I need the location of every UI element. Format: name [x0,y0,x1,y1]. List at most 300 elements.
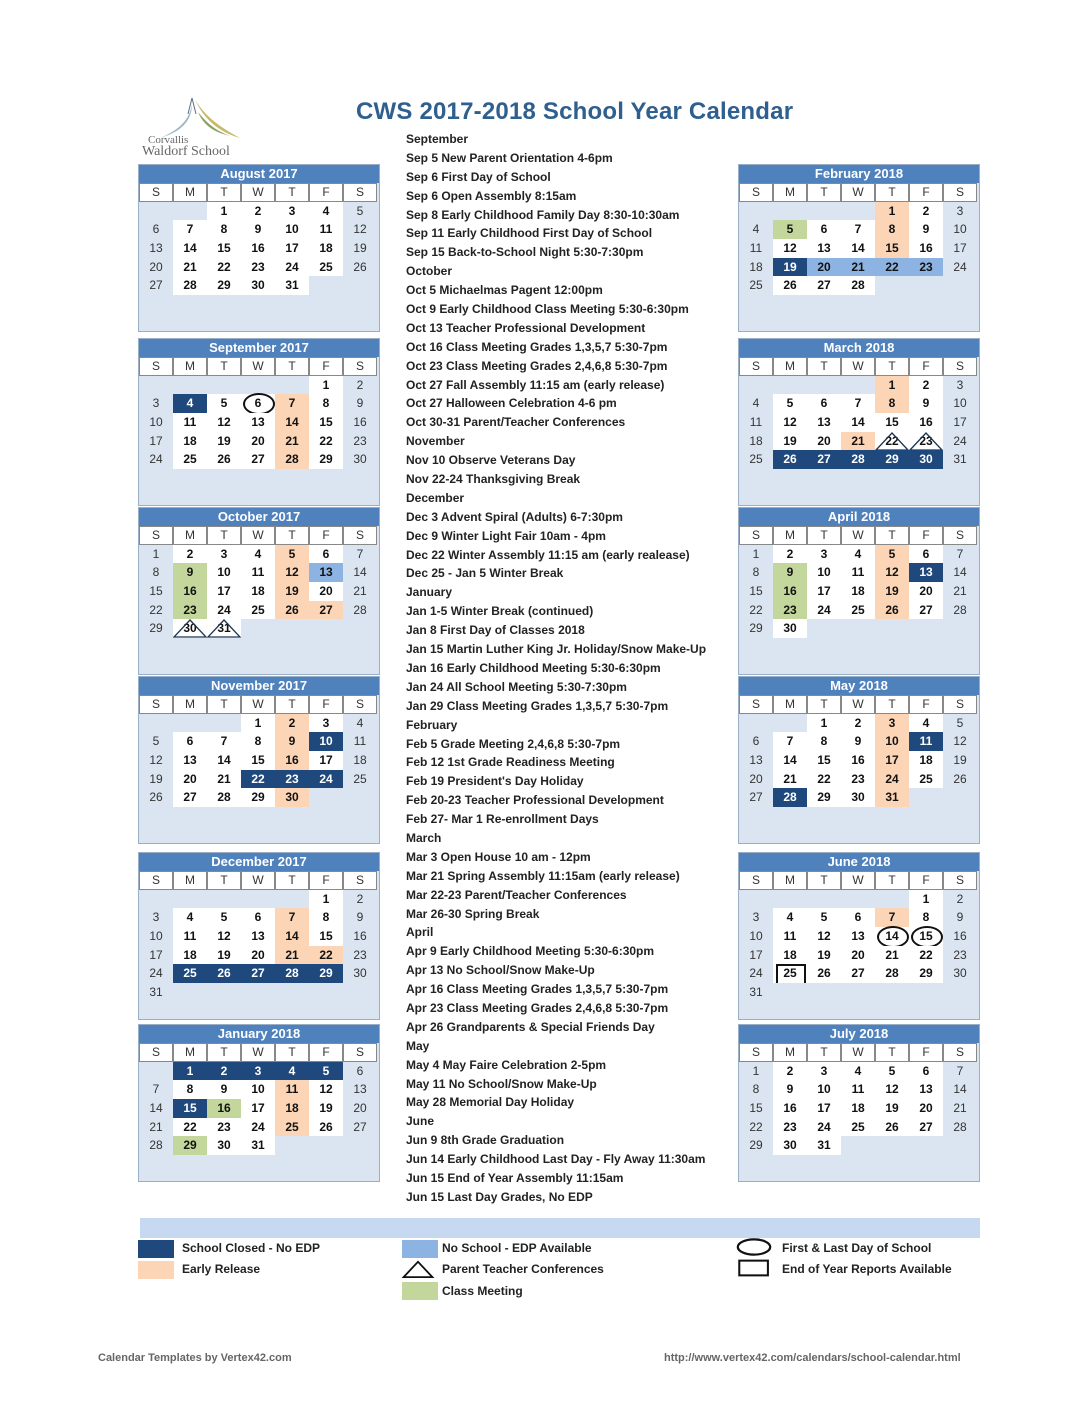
empty-cell [309,1136,343,1155]
day-cell: 3 [943,202,977,221]
weekday-header: S [739,695,773,714]
day-cell: 26 [309,1118,343,1137]
empty-cell [875,276,909,295]
weekday-header: T [875,695,909,714]
day-cell: 27 [739,788,773,807]
month-apr [738,507,980,675]
day-cell: 27 [139,276,173,295]
day-cell: 9 [909,394,943,413]
day-cell: 9 [773,1080,807,1099]
month-title: January 2018 [139,1025,379,1043]
weekday-header: T [275,871,309,890]
day-cell: 10 [739,927,773,946]
weekday-header: M [173,871,207,890]
day-cell: 30 [241,276,275,295]
day-cell: 11 [773,927,807,946]
weekday-header: T [875,357,909,376]
empty-cell [773,807,807,826]
day-cell: 6 [909,1062,943,1081]
day-cell: 4 [841,1062,875,1081]
empty-cell [241,638,275,657]
empty-cell [773,1155,807,1174]
day-cell: 17 [309,751,343,770]
day-cell: 4 [241,545,275,564]
day-cell: 28 [841,276,875,295]
day-cell: 14 [173,239,207,258]
empty-cell [207,376,241,395]
event-item: Apr 16 Class Meeting Grades 1,3,5,7 5:30-7pm [406,982,669,997]
day-cell: 5 [207,394,241,413]
day-cell: 16 [909,413,943,432]
day-cell: 6 [173,732,207,751]
weekday-header: W [841,357,875,376]
legend-label-reports: End of Year Reports Available [782,1262,952,1276]
day-cell: 3 [875,714,909,733]
day-cell: 1 [309,890,343,909]
day-cell: 14 [275,413,309,432]
weekday-header: S [739,357,773,376]
day-cell: 1 [875,202,909,221]
event-item: Apr 9 Early Childhood Meeting 5:30-6:30pm [406,944,655,959]
empty-cell [841,202,875,221]
day-cell: 22 [909,946,943,965]
day-cell: 9 [909,220,943,239]
day-cell: 11 [739,239,773,258]
day-cell: 21 [875,946,909,965]
month-grid [139,183,379,314]
day-cell: 8 [173,1080,207,1099]
day-cell: 5 [875,1062,909,1081]
empty-cell [773,983,807,1002]
day-cell: 10 [875,732,909,751]
empty-cell [309,276,343,295]
empty-cell [309,295,343,314]
empty-cell [173,295,207,314]
day-cell: 21 [173,258,207,277]
event-item: March [406,830,442,845]
day-cell: 26 [943,770,977,789]
event-item: Oct 23 Class Meeting Grades 2,4,6,8 5:30-7pm [406,358,668,373]
empty-cell [139,1155,173,1174]
day-cell: 12 [773,239,807,258]
day-cell: 3 [807,1062,841,1081]
day-cell: 30 [841,788,875,807]
day-cell: 12 [343,220,377,239]
weekday-header: F [309,695,343,714]
day-cell: 10 [275,220,309,239]
day-cell: 8 [139,563,173,582]
weekday-header: S [139,1043,173,1062]
empty-cell [139,807,173,826]
day-cell: 28 [841,450,875,469]
day-cell: 16 [343,413,377,432]
event-item: Mar 21 Spring Assembly 11:15am (early release) [406,868,680,883]
empty-cell [207,807,241,826]
weekday-header: T [275,526,309,545]
day-cell: 27 [807,276,841,295]
day-cell: 26 [875,1118,909,1137]
day-cell: 27 [909,601,943,620]
empty-cell [943,638,977,657]
day-cell: 25 [241,601,275,620]
day-cell: 14 [275,927,309,946]
day-cell: 9 [343,394,377,413]
weekday-header: F [909,1043,943,1062]
day-cell: 13 [909,563,943,582]
weekday-header: T [207,1043,241,1062]
event-item: Dec 22 Winter Assembly 11:15 am (early realease) [406,547,690,562]
day-cell: 28 [773,788,807,807]
empty-cell [275,807,309,826]
day-cell: 29 [173,1136,207,1155]
day-cell: 16 [207,1099,241,1118]
event-item: Feb 5 Grade Meeting 2,4,6,8 5:30-7pm [406,736,621,751]
day-cell: 21 [841,432,875,451]
day-cell: 13 [909,1080,943,1099]
empty-cell [807,1155,841,1174]
day-cell: 2 [275,714,309,733]
day-cell: 7 [841,394,875,413]
day-cell: 31 [139,983,173,1002]
weekday-header: T [275,695,309,714]
day-cell: 7 [841,220,875,239]
empty-cell [343,788,377,807]
empty-cell [909,807,943,826]
event-item: Jun 15 End of Year Assembly 11:15am [406,1170,624,1185]
day-cell: 2 [173,545,207,564]
month-oct [138,507,380,675]
day-cell: 16 [773,1099,807,1118]
day-cell: 4 [841,545,875,564]
day-cell: 13 [241,413,275,432]
legend-label-noedp: No School - EDP Available [442,1241,592,1255]
day-cell: 27 [173,788,207,807]
day-cell: 1 [173,1062,207,1081]
day-cell: 15 [807,751,841,770]
event-item: Sep 8 Early Childhood Family Day 8:30-10:30am [406,207,680,222]
day-cell: 28 [173,276,207,295]
day-cell: 9 [173,563,207,582]
day-cell: 27 [241,450,275,469]
day-cell: 19 [875,582,909,601]
day-cell: 17 [139,946,173,965]
event-item: November [406,434,465,449]
empty-cell [943,807,977,826]
weekday-header: W [241,1043,275,1062]
weekday-header: S [943,1043,977,1062]
month-mar [738,338,980,506]
day-cell: 17 [241,1099,275,1118]
conference-triangle-icon [173,619,207,638]
day-cell: 21 [841,258,875,277]
weekday-header: T [807,871,841,890]
empty-cell [807,469,841,488]
empty-cell [841,469,875,488]
day-cell: 16 [773,582,807,601]
legend-label-first: First & Last Day of School [782,1241,932,1255]
event-item: Jun 14 Early Childhood Last Day - Fly Away 11:30am [406,1152,706,1167]
day-cell: 18 [841,582,875,601]
day-cell: 15 [875,239,909,258]
empty-cell [739,890,773,909]
weekday-header: W [841,695,875,714]
day-cell: 14 [841,239,875,258]
weekday-header: W [841,526,875,545]
day-cell: 17 [807,1099,841,1118]
day-cell: 5 [773,220,807,239]
empty-cell [841,295,875,314]
weekday-header: T [207,526,241,545]
day-cell: 25 [173,450,207,469]
weekday-header: S [139,871,173,890]
empty-cell [275,376,309,395]
weekday-header: T [207,695,241,714]
day-cell: 1 [807,714,841,733]
day-cell: 20 [139,258,173,277]
day-cell: 11 [739,413,773,432]
day-cell: 3 [207,545,241,564]
month-title: March 2018 [739,339,979,357]
empty-cell [807,619,841,638]
empty-cell [807,376,841,395]
empty-cell [943,788,977,807]
day-cell: 15 [739,1099,773,1118]
empty-cell [739,202,773,221]
day-cell: 16 [241,239,275,258]
day-cell: 24 [943,258,977,277]
month-jan [138,1024,380,1182]
empty-cell [909,983,943,1002]
weekday-header: F [909,695,943,714]
empty-cell [807,638,841,657]
day-cell: 17 [943,413,977,432]
day-cell: 2 [773,1062,807,1081]
event-item: Nov 22-24 Thanksgiving Break [406,472,581,487]
empty-cell [309,469,343,488]
event-item: October [406,264,453,279]
day-cell: 4 [173,908,207,927]
day-cell: 29 [875,450,909,469]
empty-cell [139,714,173,733]
empty-cell [773,714,807,733]
month-grid [139,357,379,488]
footer-url[interactable]: http://www.vertex42.com/calendars/school-calendar.html [664,1352,961,1364]
event-item: Mar 22-23 Parent/Teacher Conferences [406,887,627,902]
month-jun [738,852,980,1020]
weekday-header: T [807,526,841,545]
day-cell: 15 [909,927,943,946]
day-cell: 27 [241,964,275,983]
day-cell: 23 [841,770,875,789]
empty-cell [139,469,173,488]
day-cell: 2 [841,714,875,733]
weekday-header: F [909,871,943,890]
month-feb [738,164,980,332]
empty-cell [739,807,773,826]
event-item: Feb 19 President's Day Holiday [406,774,584,789]
empty-cell [807,890,841,909]
day-cell: 7 [943,545,977,564]
event-item: Sep 5 New Parent Orientation 4-6pm [406,150,613,165]
day-cell: 3 [739,908,773,927]
day-cell: 5 [139,732,173,751]
event-item: January [406,585,453,600]
day-cell: 21 [943,582,977,601]
empty-cell [739,376,773,395]
empty-cell [343,276,377,295]
day-cell: 29 [739,619,773,638]
weekday-header: T [875,871,909,890]
day-cell: 18 [739,432,773,451]
event-item: Jan 16 Early Childhood Meeting 5:30-6:30pm [406,660,661,675]
day-cell: 6 [807,220,841,239]
weekday-header: S [343,526,377,545]
weekday-header: M [173,1043,207,1062]
day-cell: 18 [343,751,377,770]
day-cell: 4 [275,1062,309,1081]
weekday-header: M [773,357,807,376]
empty-cell [773,295,807,314]
day-cell: 30 [275,788,309,807]
day-cell: 26 [807,964,841,983]
empty-cell [343,295,377,314]
event-item: Oct 9 Early Childhood Class Meeting 5:30-6:30pm [406,302,689,317]
day-cell: 18 [275,1099,309,1118]
day-cell: 21 [139,1118,173,1137]
weekday-header: F [309,1043,343,1062]
day-cell: 5 [207,908,241,927]
day-cell: 12 [773,413,807,432]
empty-cell [739,469,773,488]
day-cell: 7 [343,545,377,564]
event-item: Feb 20-23 Teacher Professional Development [406,793,664,808]
day-cell: 9 [241,220,275,239]
day-cell: 20 [173,770,207,789]
weekday-header: S [943,357,977,376]
empty-cell [275,983,309,1002]
empty-cell [173,469,207,488]
day-cell: 2 [943,890,977,909]
weekday-header: S [343,871,377,890]
day-cell: 21 [773,770,807,789]
event-item: Sep 11 Early Childhood First Day of School [406,226,653,241]
empty-cell [875,890,909,909]
month-grid [739,183,979,314]
box-icon [736,1259,772,1277]
day-cell: 20 [807,432,841,451]
month-title: February 2018 [739,165,979,183]
day-cell: 30 [207,1136,241,1155]
day-cell: 8 [739,1080,773,1099]
day-cell: 9 [943,908,977,927]
day-cell: 18 [841,1099,875,1118]
empty-cell [875,1155,909,1174]
logo-line2: Waldorf School [142,144,230,159]
weekday-header: M [173,357,207,376]
day-cell: 27 [841,964,875,983]
month-may [738,676,980,844]
day-cell: 26 [343,258,377,277]
day-cell: 18 [241,582,275,601]
empty-cell [943,1136,977,1155]
event-item: Oct 27 Fall Assembly 11:15 am (early release) [406,377,665,392]
day-cell: 13 [173,751,207,770]
empty-cell [943,983,977,1002]
month-grid [739,1043,979,1174]
day-cell: 6 [909,545,943,564]
day-cell: 6 [739,732,773,751]
day-cell: 28 [275,450,309,469]
empty-cell [875,983,909,1002]
day-cell: 14 [841,413,875,432]
empty-cell [841,1155,875,1174]
empty-cell [139,638,173,657]
empty-cell [173,714,207,733]
day-cell: 24 [807,1118,841,1137]
day-cell: 25 [841,1118,875,1137]
day-cell: 8 [739,563,773,582]
empty-cell [241,890,275,909]
weekday-header: W [241,183,275,202]
weekday-header: T [807,695,841,714]
day-cell: 7 [275,394,309,413]
day-cell: 18 [173,946,207,965]
day-cell: 6 [807,394,841,413]
day-cell: 8 [875,220,909,239]
month-grid [139,695,379,826]
empty-cell [909,1136,943,1155]
day-cell: 30 [773,619,807,638]
day-cell: 8 [909,908,943,927]
empty-cell [943,276,977,295]
empty-cell [309,807,343,826]
day-cell: 29 [309,450,343,469]
empty-cell [841,619,875,638]
weekday-header: W [841,1043,875,1062]
empty-cell [207,714,241,733]
day-cell: 7 [943,1062,977,1081]
day-cell: 27 [909,1118,943,1137]
day-cell: 12 [943,732,977,751]
day-cell: 12 [875,1080,909,1099]
day-cell: 13 [309,563,343,582]
day-cell: 22 [739,601,773,620]
day-cell: 23 [343,432,377,451]
day-cell: 25 [739,276,773,295]
day-cell: 25 [739,450,773,469]
empty-cell [909,1155,943,1174]
month-title: June 2018 [739,853,979,871]
day-cell: 11 [841,1080,875,1099]
empty-cell [343,1136,377,1155]
month-title: September 2017 [139,339,379,357]
month-grid [139,871,379,1002]
day-cell: 24 [275,258,309,277]
weekday-header: S [943,871,977,890]
day-cell: 23 [909,258,943,277]
day-cell: 29 [909,964,943,983]
day-cell: 11 [841,563,875,582]
legend-label-conf: Parent Teacher Conferences [442,1262,604,1276]
day-cell: 23 [173,601,207,620]
empty-cell [773,469,807,488]
day-cell: 10 [139,927,173,946]
weekday-header: W [841,183,875,202]
empty-cell [241,619,275,638]
empty-cell [943,1155,977,1174]
day-cell: 20 [343,1099,377,1118]
day-cell: 29 [739,1136,773,1155]
